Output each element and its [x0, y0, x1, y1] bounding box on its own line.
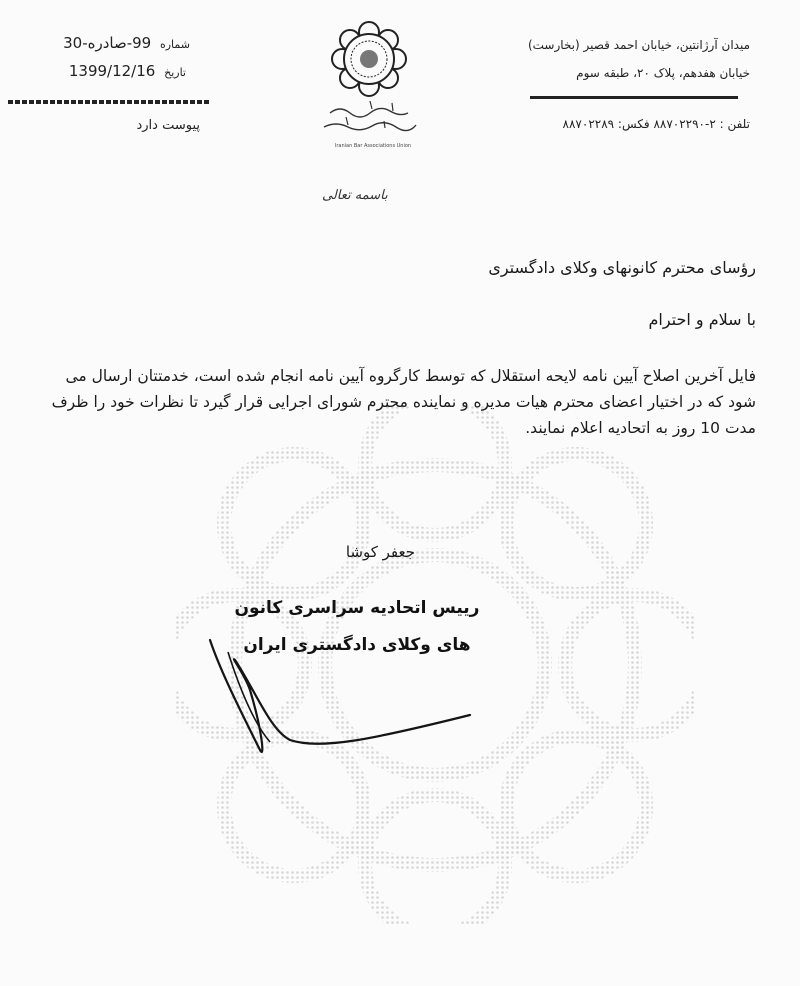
date-label: تاریخ — [164, 66, 186, 79]
number-label: شماره — [159, 38, 190, 51]
header-rule-left — [8, 100, 210, 104]
address-line-1: میدان آرژانتین، خیابان احمد قصیر (بخارست) — [527, 38, 750, 52]
signer-title-line-2: های وکلای دادگستری ایران — [243, 635, 471, 655]
letter-date — [69, 62, 186, 80]
greeting: با سلام و احترام — [648, 310, 756, 329]
header-rule-right — [530, 96, 738, 99]
signer-title-line-1: رییس اتحادیه سراسری کانون — [234, 598, 480, 618]
attachment-note: پیوست دارد — [136, 118, 200, 133]
association-logo — [330, 20, 408, 98]
salutation: رؤسای محترم کانونهای وکلای دادگستری — [488, 258, 756, 277]
invocation: باسمه تعالی — [322, 188, 388, 203]
signer-name: جعفر کوشا — [345, 543, 415, 561]
date-value: 1399/12/16 — [68, 62, 156, 80]
logo-english-name: Iranian Bar Associations Union — [334, 143, 412, 149]
address-line-2: خیابان هفدهم، پلاک ۲۰، طبقه سوم — [576, 66, 750, 80]
letter-number — [63, 34, 190, 52]
logo-calligraphy — [310, 95, 430, 140]
body-paragraph: فایل آخرین اصلاح آیین نامه لایحه استقلال که توسط کارگروه آیین نامه انجام شده است، خدمتتان ارسال می شود که در اختیار اعضای محترم هیات مدیره و نماینده محترم شورای اجرایی قرار گیرد تا نظرات خود را ظرف مدت 10 روز به اتحادیه اعلام نمایند. — [51, 367, 756, 437]
handwritten-signature — [200, 630, 480, 770]
phone-fax-line: تلفن : ۲-۸۸۷۰۲۲۹۰ فکس: ۸۸۷۰۲۲۸۹ — [562, 117, 750, 131]
number-value: 99-صادره-30 — [63, 34, 152, 52]
